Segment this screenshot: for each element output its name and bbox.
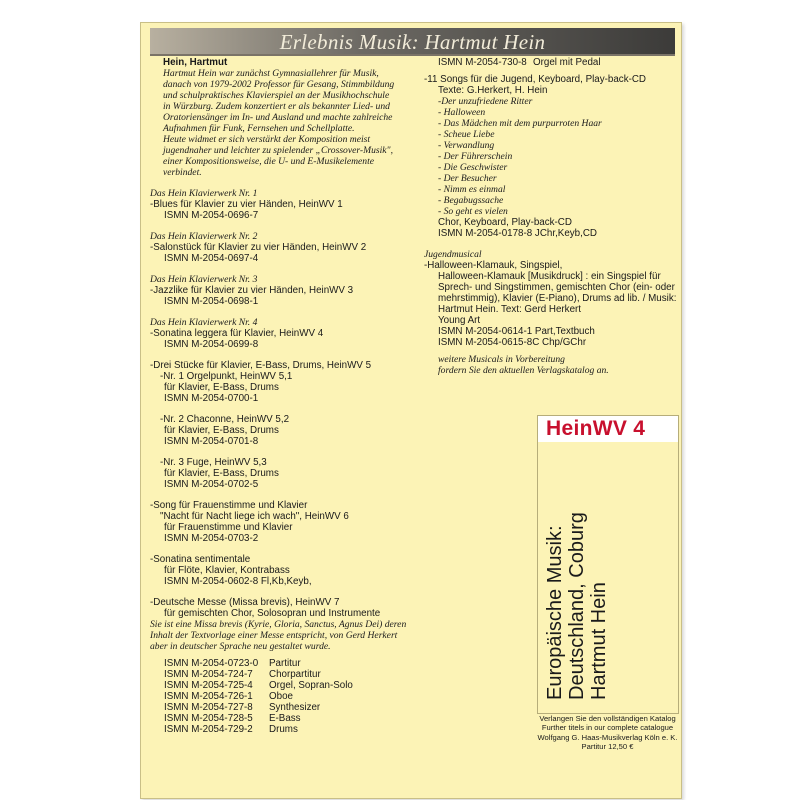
deutsche-messe: -Deutsche Messe (Missa brevis), HeinWV 7 für gemischten Chor, Solosopran und Instrumente Sie ist eine Missa brevis (Kyrie, Gloria, Sanctus, Agnus Dei) deren Inhalt der Textvorlage einer Messe entspricht, von Gerd Herkert aber in deutscher Sprache neu gestaltet wurde. ISMN M-2054-0723-0 Partitur ISMN M-2054-724-7 Chorpartitur ISMN M-2054-725-4 Orgel, Sopran-Solo ISMN M-2054-726-1 Oboe ISMN M-2054-727-8 Synthesizer ISMN M-2054-728-5 E-Bass ISMN M-2054-729-2 Drums — [150, 597, 407, 735]
right-column — [424, 57, 676, 376]
messe-item: ISMN M-2054-0723-0 Partitur — [164, 658, 301, 669]
messe-item: ISMN M-2054-726-1 Oboe — [164, 691, 293, 702]
messe-item: ISMN M-2054-728-5 E-Bass — [164, 713, 301, 724]
klavierwerk-1: Das Hein Klavierwerk Nr. 1 -Blues für Klavier zu vier Händen, HeinWV 1 ISMN M-2054-0696-7 — [150, 188, 343, 221]
messe-item: ISMN M-2054-724-7 Chorpartitur — [164, 669, 321, 680]
messe-item: ISMN M-2054-725-4 Orgel, Sopran-Solo — [164, 680, 353, 691]
banner-title: Erlebnis Musik: Hartmut Hein — [279, 30, 546, 54]
jugendmusical: Jugendmusical -Halloween-Klamauk, Singspiel, Halloween-Klamauk [Musikdruck] : ein Singspiel für Sprech- und Singstimmen, gemischten Chor (ein- oder mehrstimmig), Klavier (E-Piano), Drums ad lib. / Musik: Hartmut Hein. Text: Gerd Herkert Young Art ISMN M-2054-0614-1 Part,Textbuch ISMN M-2054-0615-8C Chp/GChr — [424, 249, 677, 348]
hein-wv-5: -Drei Stücke für Klavier, E-Bass, Drums, HeinWV 5 -Nr. 1 Orgelpunkt, HeinWV 5,1 für Klavier, E-Bass, Drums ISMN M-2054-0700-1 -Nr. 2 Chaconne, HeinWV 5,2 für Klavier, E-Bass, Drums ISMN M-2054-0701-8 -Nr. 3 Fuge, HeinWV 5,3 für Klavier, E-Bass, Drums ISMN M-2054-0702-5 — [150, 360, 372, 490]
songs-fuer-die-jugend: -11 Songs für die Jugend, Keyboard, Play-back-CD Texte: G.Herkert, H. Hein -Der unzufriedene Ritter - Halloween - Das Mädchen mit dem purpurroten Haar - Scheue Liebe - Verwandlung - Der Führerschein - Die Geschwister - Der Besucher - Nimm es einmal - Begabugssache - So geht es vielen Chor, Keyboard, Play-back-CD ISMN M-2054-0178-8 JChr,Keyb,CD — [424, 74, 646, 239]
price: Partitur 12,50 € — [581, 742, 634, 752]
publisher-footer: Verlangen Sie den vollständigen Katalog Further titels in our complete catalogue Wolfgang G. Haas-Musikverlag Köln e. K. Partitur 12,50 € — [537, 714, 678, 752]
vertical-series-title: Europäische Musik: Deutschland, Coburg Hartmut Hein — [544, 512, 610, 700]
works-list — [150, 188, 406, 735]
composer-name: Hein, Hartmut — [163, 57, 228, 68]
sonatina-sentimentale: -Sonatina sentimentale für Flöte, Klavier, Kontrabass ISMN M-2054-0602-8 Fl,Kb,Keyb, — [150, 554, 312, 587]
klavierwerk-3: Das Hein Klavierwerk Nr. 3 -Jazzlike für Klavier zu vier Händen, HeinWV 3 ISMN M-2054-0698-1 — [150, 274, 354, 307]
messe-item: ISMN M-2054-729-2 Drums — [164, 724, 298, 735]
left-column — [163, 57, 394, 178]
klavierwerk-2: Das Hein Klavierwerk Nr. 2 -Salonstück für Klavier zu vier Händen, HeinWV 2 ISMN M-2054-0697-4 — [150, 231, 367, 264]
header-banner — [150, 28, 675, 56]
klavierwerk-4: Das Hein Klavierwerk Nr. 4 -Sonatina leggera für Klavier, HeinWV 4 ISMN M-2054-0699-8 — [150, 317, 324, 350]
hein-wv-6: -Song für Frauenstimme und Klavier "Nacht für Nacht liege ich wach", HeinWV 6 für Frauenstimme und Klavier ISMN M-2054-0703-2 — [150, 500, 349, 544]
bio-text: Hartmut Hein war zunächst Gymnasiallehrer für Musik, danach von 1979-2002 Professor für Gesang, Stimmbildung und schulpraktisches Klavierspiel an der Musikhochschule in Würzburg. Zudem konzertiert er als bekannter Lied- und Oratoriensänger im In- und Ausland und machte zahlreiche Aufnahmen für Funk, Fernsehen und Schellplatte. Heute widmet er sich verstärkt der Komposition meist jugendnaher und leichter zu spielender „Crossover-Musik", einer Kompositionsweise, die U- und E-Musikelemente verbindet. — [163, 68, 395, 178]
catalog-code: HeinWV 4 — [546, 417, 646, 440]
orgel-item: ISMN M-2054-730-8 Orgel mit Pedal — [438, 57, 601, 68]
messe-item: ISMN M-2054-727-8 Synthesizer — [164, 702, 321, 713]
musicals-note: weitere Musicals in Vorbereitung fordern Sie den aktuellen Verlagskatalog an. — [438, 354, 609, 376]
